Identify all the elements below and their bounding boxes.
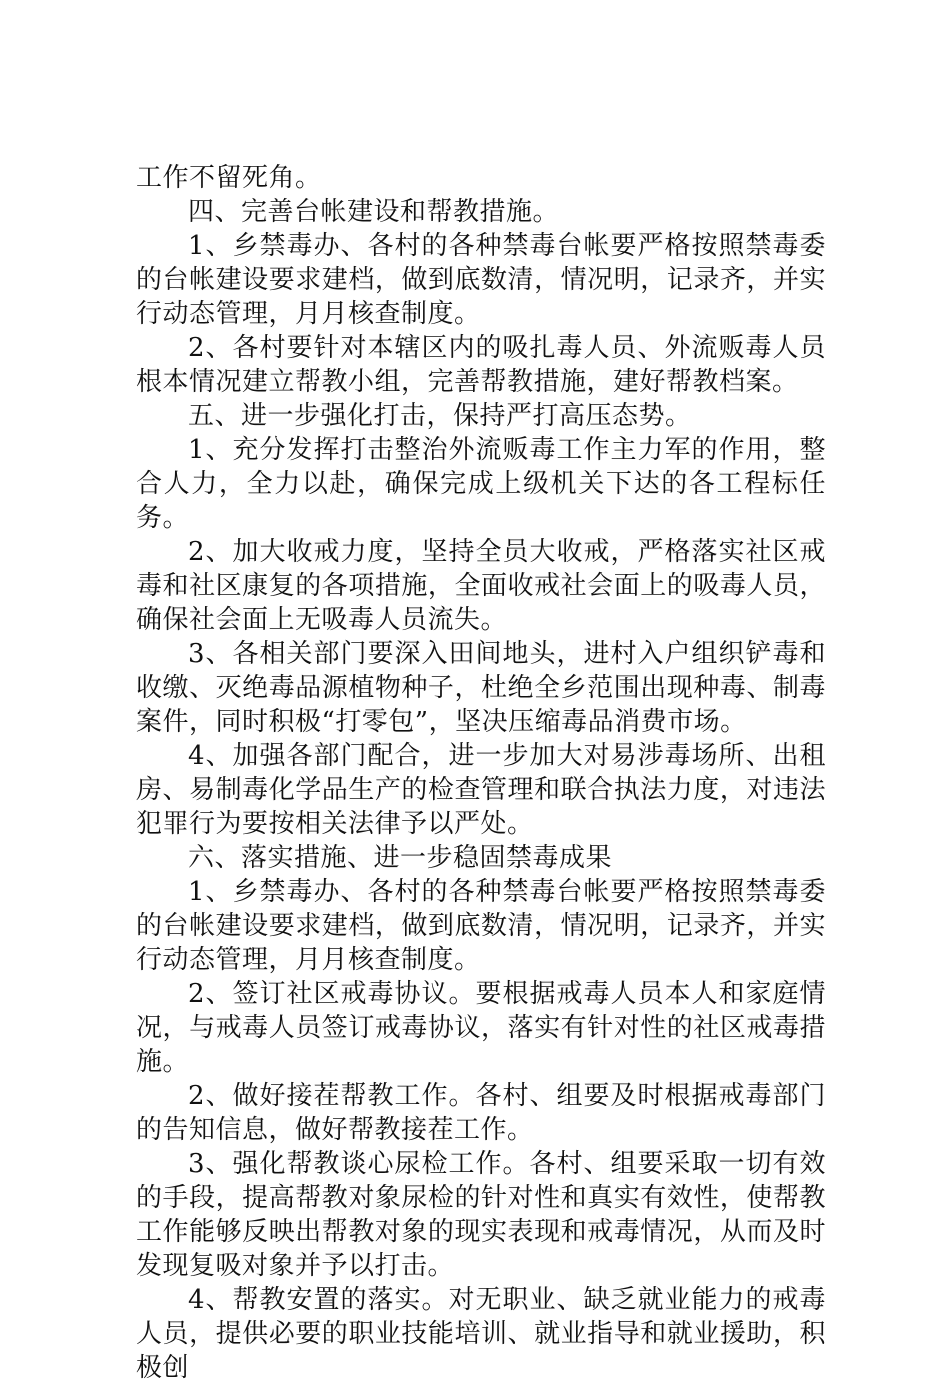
paragraph: 3、强化帮教谈心尿检工作。各村、组要采取一切有效的手段，提高帮教对象尿检的针对性和真实有效性，使帮教工作能够反映出帮教对象的现实表现和戒毒情况，从而及时发现复吸对象并予以打击。 [136,1149,826,1281]
paragraph: 2、签订社区戒毒协议。要根据戒毒人员本人和家庭情况，与戒毒人员签订戒毒协议，落实有针对性的社区戒毒措施。 [136,979,826,1077]
paragraph: 4、加强各部门配合，进一步加大对易涉毒场所、出租房、易制毒化学品生产的检查管理和联合执法力度，对违法犯罪行为要按相关法律予以严处。 [136,741,826,839]
section-heading-4: 四、完善台帐建设和帮教措施。 [188,197,560,227]
paragraph: 2、加大收戒力度，坚持全员大收戒，严格落实社区戒毒和社区康复的各项措施，全面收戒社会面上的吸毒人员，确保社会面上无吸毒人员流失。 [136,537,826,635]
paragraph: 2、各村要针对本辖区内的吸扎毒人员、外流贩毒人员根本情况建立帮教小组，完善帮教措施，建好帮教档案。 [136,333,826,397]
document-body [136,161,826,1385]
paragraph: 2、做好接茬帮教工作。各村、组要及时根据戒毒部门的告知信息，做好帮教接茬工作。 [136,1081,826,1145]
paragraph: 4、帮教安置的落实。对无职业、缺乏就业能力的戒毒人员，提供必要的职业技能培训、就业指导和就业援助，积极创 [136,1285,826,1383]
section-heading-5: 五、进一步强化打击，保持严打高压态势。 [188,401,692,431]
paragraph: 工作不留死角。 [136,163,322,193]
paragraph: 1、乡禁毒办、各村的各种禁毒台帐要严格按照禁毒委的台帐建设要求建档，做到底数清，情况明，记录齐，并实行动态管理，月月核查制度。 [136,231,826,329]
paragraph: 3、各相关部门要深入田间地头，进村入户组织铲毒和收缴、灭绝毒品源植物种子，杜绝全乡范围出现种毒、制毒案件，同时积极“打零包”，坚决压缩毒品消费市场。 [136,639,826,737]
section-heading-6: 六、落实措施、进一步稳固禁毒成果 [188,843,613,873]
paragraph: 1、充分发挥打击整治外流贩毒工作主力军的作用，整合人力，全力以赴，确保完成上级机关下达的各工程标任务。 [136,435,826,533]
paragraph: 1、乡禁毒办、各村的各种禁毒台帐要严格按照禁毒委的台帐建设要求建档，做到底数清，情况明，记录齐，并实行动态管理，月月核查制度。 [136,877,826,975]
